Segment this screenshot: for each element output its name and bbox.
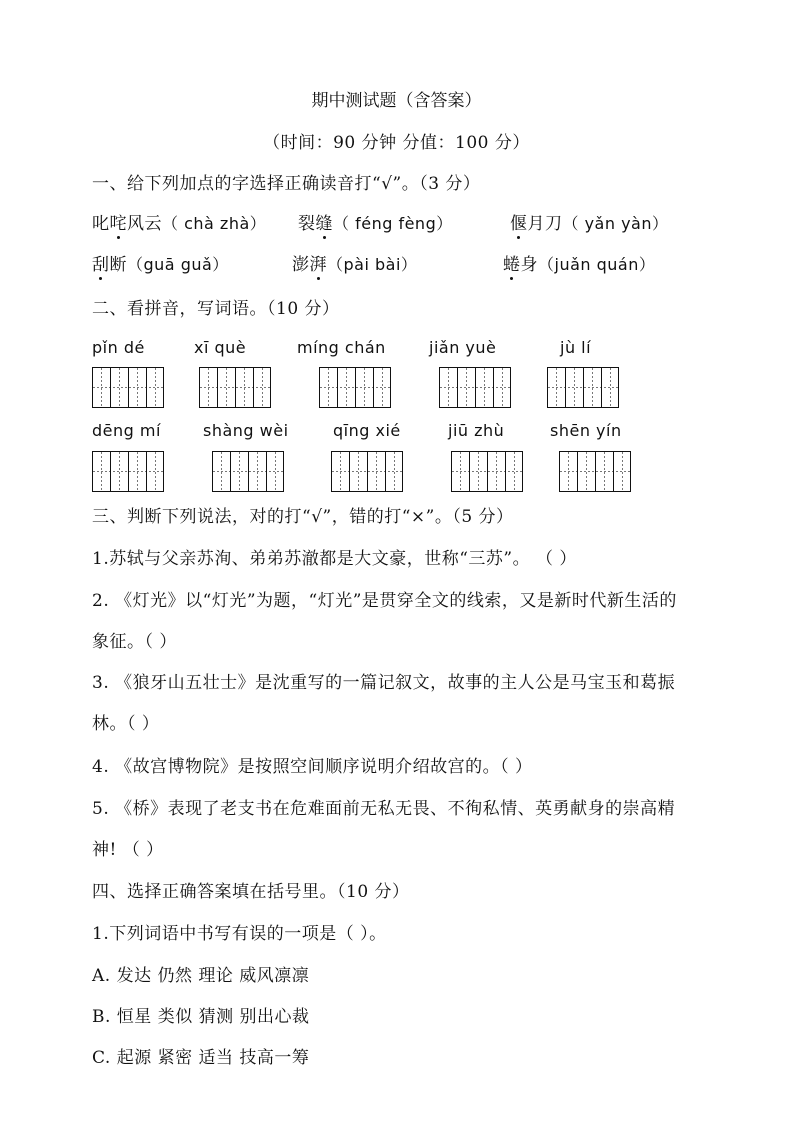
writing-grid[interactable] [331, 451, 403, 492]
judgment-question-2-cont: 象征。（ ） [92, 632, 177, 652]
dotted-character: 缝 [316, 209, 334, 234]
reading-item-1 [92, 209, 266, 234]
section-3-heading: 三、判断下列说法，对的打“√”，错的打“×”。（5 分） [92, 507, 514, 527]
pinyin-label: xī què [194, 338, 247, 357]
word-part: 风云 [127, 214, 162, 234]
word-part: 断 [109, 255, 127, 275]
word-part: 裂 [298, 214, 316, 234]
writing-grid[interactable] [439, 367, 511, 408]
reading-item-3 [510, 209, 669, 234]
writing-grid[interactable] [559, 451, 631, 492]
option-a: A. 发达 仍然 理论 威风凛凛 [92, 966, 310, 986]
pinyin-label: jiū zhù [448, 421, 505, 440]
section-1-heading: 一、给下列加点的字选择正确读音打“√”。（3 分） [92, 174, 481, 194]
word-part: 月刀 [527, 214, 563, 234]
writing-grid[interactable] [547, 367, 619, 408]
judgment-question-5-cont: 神! （ ） [92, 840, 164, 860]
judgment-question-3-cont: 林。（ ） [92, 714, 160, 734]
pinyin-label: jù lí [560, 338, 592, 357]
writing-grid[interactable] [92, 367, 164, 408]
pinyin-label: qīng xié [333, 421, 401, 440]
pinyin-label: shàng wèi [203, 421, 289, 440]
pinyin-label: dēng mí [92, 421, 161, 440]
judgment-question-2: 2. 《灯光》以“灯光”为题，“灯光”是贯穿全文的线索，又是新时代新生活的 [92, 591, 677, 611]
judgment-question-5: 5. 《桥》表现了老支书在危难面前无私无畏、不徇私情、英勇献身的崇高精 [92, 799, 676, 819]
pinyin-label: pǐn dé [92, 338, 145, 357]
exam-info: （时间：90 分钟 分值：100 分） [263, 133, 530, 153]
word-part: 叱 [92, 214, 110, 234]
writing-grid[interactable] [199, 367, 271, 408]
reading-item-5 [292, 250, 417, 275]
writing-grid[interactable] [92, 451, 164, 492]
dotted-character: 刮 [92, 250, 110, 275]
dotted-character: 蜷 [503, 250, 521, 275]
writing-grid[interactable] [319, 367, 391, 408]
reading-item-2 [298, 209, 453, 234]
dotted-character: 湃 [310, 250, 328, 275]
pinyin-options: （ chà zhà） [162, 214, 267, 233]
reading-item-6 [503, 250, 655, 275]
section-2-heading: 二、看拼音，写词语。（10 分） [92, 299, 340, 319]
pinyin-label: shēn yín [550, 421, 622, 440]
dotted-character: 偃 [510, 209, 528, 234]
dotted-character: 咤 [110, 209, 128, 234]
pinyin-label: míng chán [297, 338, 386, 357]
reading-item-4 [92, 250, 229, 275]
pinyin-options: （juǎn quán） [538, 255, 656, 274]
writing-grid[interactable] [212, 451, 284, 492]
judgment-question-1: 1.苏轼与父亲苏洵、弟弟苏澈都是大文豪，世称“三苏”。 （ ） [92, 549, 577, 569]
pinyin-options: （pài bài） [327, 255, 418, 274]
pinyin-options: （ féng fèng） [333, 214, 453, 233]
judgment-question-3: 3. 《狼牙山五壮士》是沈重写的一篇记叙文，故事的主人公是马宝玉和葛振 [92, 673, 676, 693]
choice-question-1: 1.下列词语中书写有误的一项是（ ）。 [92, 924, 387, 944]
pinyin-label: jiǎn yuè [429, 338, 497, 357]
word-part: 身 [520, 255, 538, 275]
section-4-heading: 四、选择正确答案填在括号里。（10 分） [92, 882, 410, 902]
word-part: 澎 [292, 255, 310, 275]
pinyin-options: （ yǎn yàn） [562, 214, 669, 233]
page-title: 期中测试题（含答案） [311, 91, 482, 111]
option-b: B. 恒星 类似 猜测 别出心裁 [92, 1007, 310, 1027]
judgment-question-4: 4. 《故宫博物院》是按照空间顺序说明介绍故宫的。（ ） [92, 757, 533, 777]
pinyin-options: （guā guǎ） [127, 255, 229, 274]
writing-grid[interactable] [451, 451, 523, 492]
option-c: C. 起源 紧密 适当 技高一筹 [92, 1048, 310, 1068]
